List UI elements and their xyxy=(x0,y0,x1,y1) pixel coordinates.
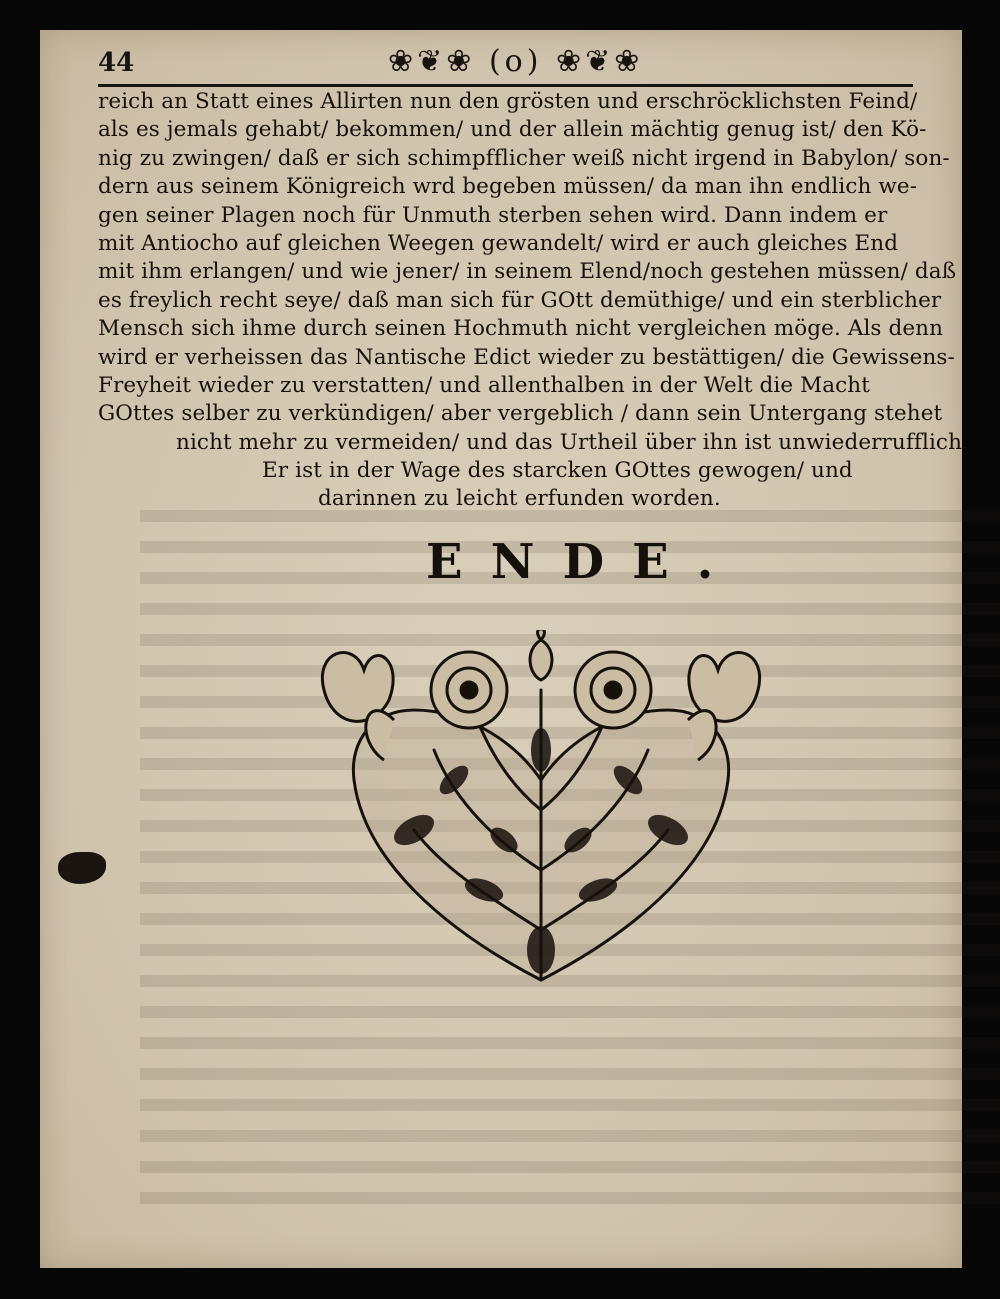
text-line: gen seiner Plagen noch für Unmuth sterben sehen wird. Dann indem er xyxy=(98,202,888,228)
text-line: wird er verheissen das Nantische Edict wieder zu bestättigen/ die Gewissens- xyxy=(98,344,955,370)
closing-line: Er ist in der Wage des starcken GOttes gewogen/ und xyxy=(262,458,853,484)
text-line: es freylich recht seye/ daß man sich für GOtt demüthige/ und ein sterblicher xyxy=(98,287,942,313)
text-line: reich an Statt eines Allirten nun den grösten und erschröcklichsten Feind/ xyxy=(98,89,918,114)
ende-heading: ENDE. xyxy=(426,534,742,590)
text-line: mit ihm erlangen/ und wie jener/ in seinem Elend/noch gestehen müssen/ daß xyxy=(98,259,957,285)
closing-line: nicht mehr zu vermeiden/ und das Urtheil über ihn ist unwiederrufflich. xyxy=(176,429,969,455)
header-rule xyxy=(98,84,913,87)
page-number: 44 xyxy=(98,48,135,78)
floral-vignette-icon xyxy=(294,630,788,996)
text-line: als es jemals gehabt/ bekommen/ und der allein mächtig genug ist/ den Kö- xyxy=(98,117,927,143)
body-text xyxy=(98,88,969,514)
running-head: ❀❦❀ (o) ❀❦❀ xyxy=(388,44,644,79)
text-line: GOttes selber zu verkündigen/ aber vergeblich / dann sein Untergang stehet xyxy=(98,401,943,427)
page-header xyxy=(98,40,913,88)
text-line: mit Antiocho auf gleichen Weegen gewandelt/ wird er auch gleiches End xyxy=(98,230,899,256)
text-line: Mensch sich ihme durch seinen Hochmuth nicht vergleichen möge. Als denn xyxy=(98,316,944,342)
text-line: nig zu zwingen/ daß er sich schimpfflicher weiß nicht irgend in Babylon/ son- xyxy=(98,145,950,171)
text-line: dern aus seinem Königreich wrd begeben müssen/ da man ihn endlich we- xyxy=(98,174,918,200)
text-line: Freyheit wieder zu verstatten/ und allenthalben in der Welt die Macht xyxy=(98,372,870,398)
closing-line: darinnen zu leicht erfunden worden. xyxy=(318,486,721,512)
